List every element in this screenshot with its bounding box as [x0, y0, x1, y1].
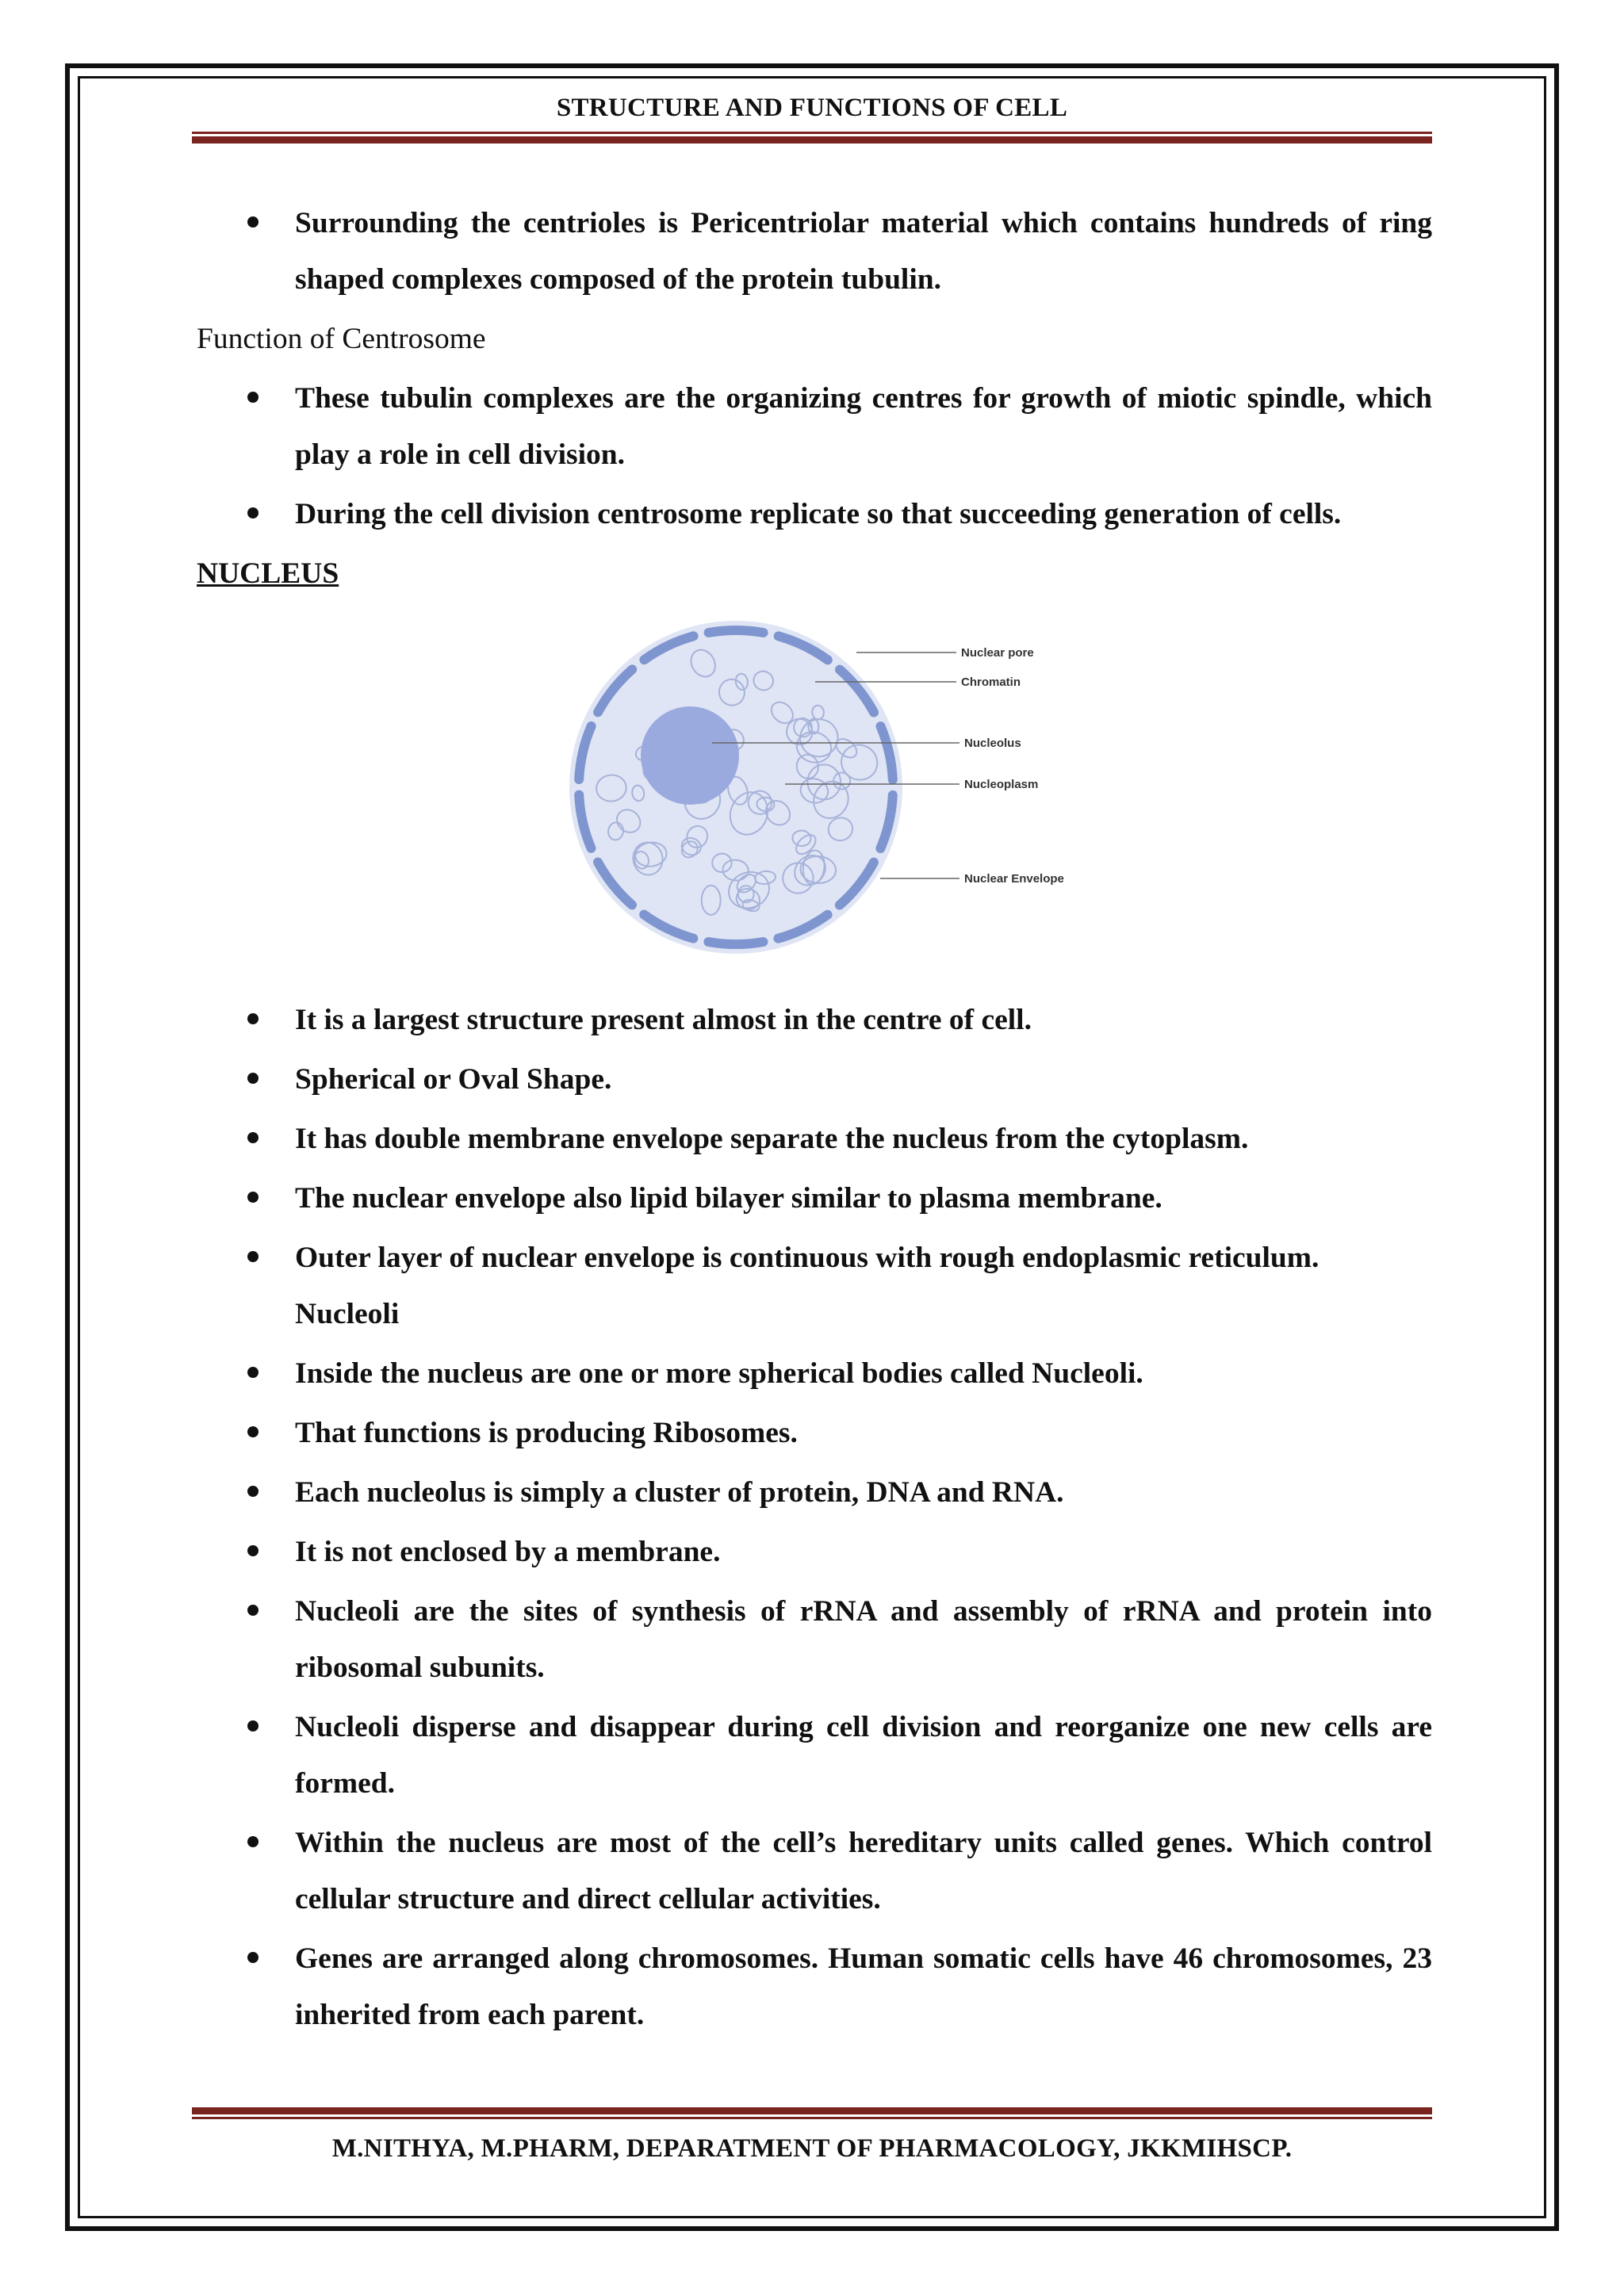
list-item: It has double membrane envelope separate the nucleus from the cytoplasm. [197, 1111, 1432, 1167]
bullet-icon [247, 1013, 259, 1024]
bullet-icon [247, 1720, 259, 1732]
list-item: Each nucleolus is simply a cluster of protein, DNA and RNA. [197, 1464, 1432, 1521]
bullet-icon [247, 1073, 259, 1084]
bullet-icon [247, 507, 259, 519]
bullet-icon [247, 392, 259, 403]
list-item: Surrounding the centrioles is Pericentriolar material which contains hundreds of ring shaped complexes composed of the protein tubulin. [197, 195, 1432, 308]
bullet-icon [247, 1132, 259, 1143]
page-content [197, 195, 1432, 2046]
section-heading-nucleus: NUCLEUS [197, 557, 339, 590]
header-rule [192, 132, 1432, 144]
label-nuclear-envelope: Nuclear Envelope [964, 872, 1064, 886]
list-item: During the cell division centrosome replicate so that succeeding generation of cells. [197, 486, 1432, 542]
bullet-icon [247, 1192, 259, 1203]
envelope-segment [708, 942, 763, 944]
bullet-icon [247, 1426, 259, 1437]
list-item: Genes are arranged along chromosomes. Human somatic cells have 46 chromosomes, 23 inherited from each parent. [197, 1931, 1432, 2043]
list-item: These tubulin complexes are the organizing centres for growth of miotic spindle, which play a role in cell division. [197, 370, 1432, 483]
bullet-icon [247, 1952, 259, 1963]
bullet-icon [247, 1367, 259, 1378]
list-item: Inside the nucleus are one or more spherical bodies called Nucleoli. [197, 1345, 1432, 1402]
subheading-nucleoli: Nucleoli [295, 1298, 400, 1330]
footer-rule [192, 2107, 1432, 2119]
label-nuclear-pore: Nuclear pore [961, 646, 1034, 660]
list-item: Outer layer of nuclear envelope is continuous with rough endoplasmic reticulum. [197, 1230, 1432, 1286]
nucleolus-shape [641, 706, 739, 805]
nucleus-diagram-svg [553, 605, 1124, 978]
bullet-icon [247, 216, 259, 228]
list-item: That functions is producing Ribosomes. [197, 1405, 1432, 1461]
label-nucleoplasm: Nucleoplasm [964, 778, 1039, 791]
list-item: Nucleoli disperse and disappear during cell division and reorganize one new cells are formed. [197, 1699, 1432, 1812]
footer-text: M.NITHYA, M.PHARM, DEPARATMENT OF PHARMACOLOGY, JKKMIHSCP. [331, 2134, 1293, 2163]
list-item: Nucleoli are the sites of synthesis of rRNA and assembly of rRNA and protein into ribosomal subunits. [197, 1583, 1432, 1696]
bullet-icon [247, 1605, 259, 1616]
list-item: The nuclear envelope also lipid bilayer similar to plasma membrane. [197, 1170, 1432, 1226]
envelope-segment [709, 630, 764, 633]
bullet-icon [247, 1486, 259, 1497]
bullet-icon [247, 1251, 259, 1262]
bullet-icon [247, 1836, 259, 1847]
header-title: STRUCTURE AND FUNCTIONS OF CELL [556, 94, 1068, 122]
list-item: It is a largest structure present almost in the centre of cell. [197, 992, 1432, 1048]
nucleus-diagram [197, 605, 1432, 978]
list-item: Spherical or Oval Shape. [197, 1051, 1432, 1108]
section-heading-centrosome: Function of Centrosome [197, 323, 486, 355]
nucleus-body [569, 621, 902, 954]
list-item: Within the nucleus are most of the cell’s hereditary units called genes. Which control cellular structure and direct cellular activities. [197, 1815, 1432, 1927]
bullet-icon [247, 1545, 259, 1556]
label-chromatin: Chromatin [961, 675, 1021, 689]
label-nucleolus: Nucleolus [964, 737, 1021, 750]
list-item: It is not enclosed by a membrane. [197, 1524, 1432, 1580]
